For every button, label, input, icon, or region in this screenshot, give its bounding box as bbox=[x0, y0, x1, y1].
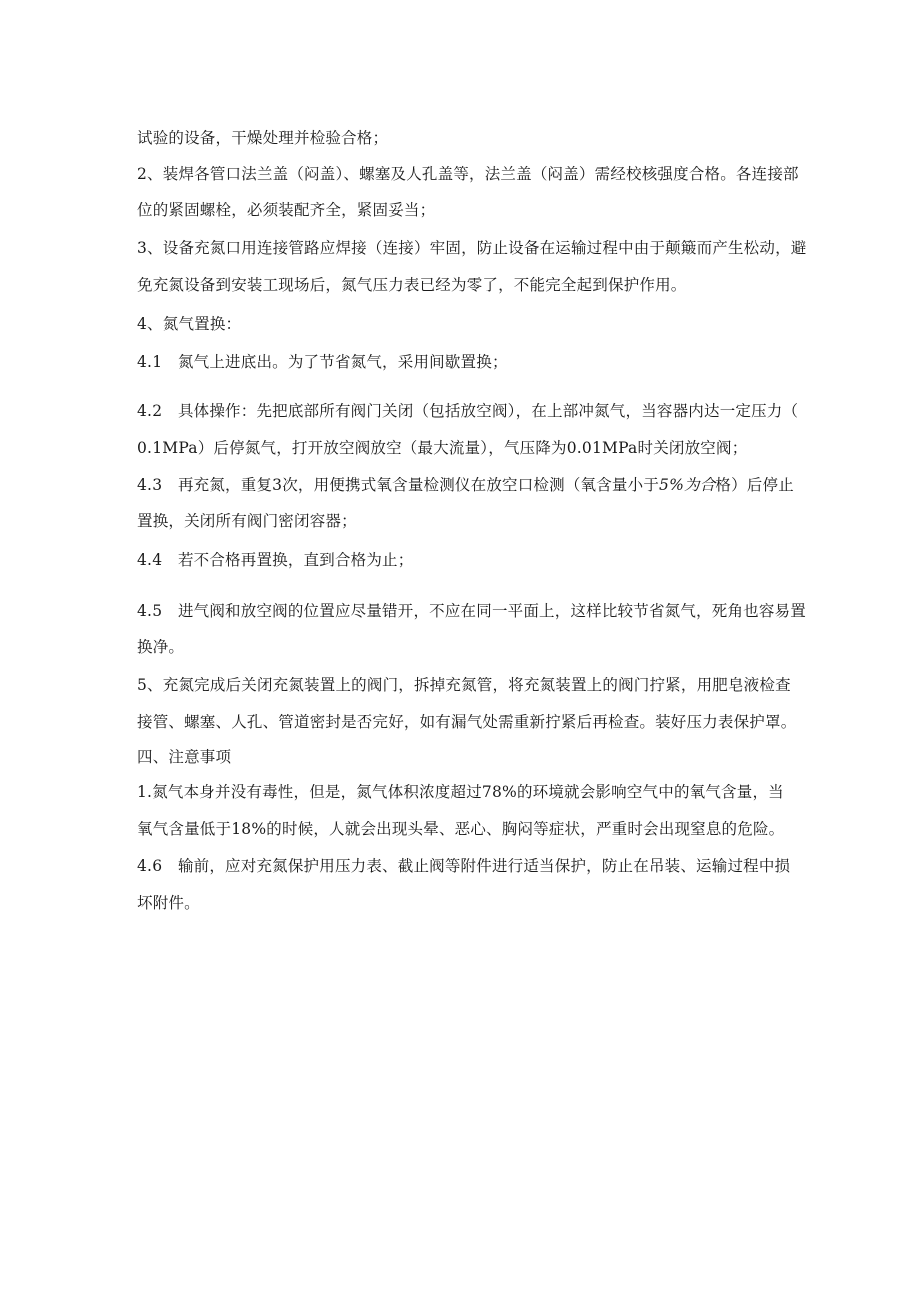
text-line-13: 4.5 进气阀和放空阀的位置应尽量错开，不应在同一平面上，这样比较节省氮气，死角也容易置 bbox=[137, 602, 806, 620]
text-line-21: 坏附件。 bbox=[137, 894, 200, 912]
text-line-16: 接管、螺塞、人孔、管道密封是否完好，如有漏气处需重新拧紧后再检查。装好压力表保护罩。 bbox=[137, 713, 797, 731]
text-line-9: 0.1MPa）后停氮气，打开放空阀放空（最大流量），气压降为0.01MPa时关闭放空阀； bbox=[137, 439, 748, 457]
text-line-19: 氧气含量低于18%的时候，人就会出现头晕、恶心、胸闷等症状，严重时会出现窒息的危险。 bbox=[137, 820, 785, 838]
text-line-15: 5、充氮完成后关闭充氮装置上的阀门，拆掉充氮管，将充氮装置上的阀门拧紧，用肥皂液检查 bbox=[137, 676, 791, 694]
text-line-7: 4.1 氮气上进底出。为了节省氮气，采用间歇置换； bbox=[137, 353, 508, 371]
text-line-20: 4.6 输前，应对充氮保护用压力表、截止阀等附件进行适当保护，防止在吊装、运输过程中损 bbox=[137, 857, 791, 875]
text-line-18: 1.氮气本身并没有毒性，但是，氮气体积浓度超过78%的环境就会影响空气中的氧气含量，当 bbox=[137, 783, 784, 801]
text-line-14: 换净。 bbox=[137, 638, 185, 656]
text-line-12: 4.4 若不合格再置换，直到合格为止； bbox=[137, 551, 414, 569]
text-line-6: 4、氮气置换： bbox=[137, 315, 242, 333]
text-line-4: 3、设备充氮口用连接管路应焊接（连接）牢固，防止设备在运输过程中由于颠簸而产生松动，避 bbox=[137, 239, 807, 257]
text-line-2: 2、装焊各管口法兰盖（闷盖）、螺塞及人孔盖等，法兰盖（闷盖）需经校核强度合格。各连接部 bbox=[137, 165, 799, 183]
text-line-17: 四、注意事项 bbox=[137, 748, 232, 766]
text-line-10-part-b: 5%为合 bbox=[659, 476, 716, 494]
text-line-1: 试验的设备，干燥处理并检验合格； bbox=[137, 129, 389, 147]
text-line-3: 位的紧固螺栓，必须装配齐全，紧固妥当； bbox=[137, 201, 436, 219]
text-line-10 bbox=[137, 475, 794, 495]
text-line-8: 4.2 具体操作：先把底部所有阀门关闭（包括放空阀），在上部冲氮气，当容器内达一定压力（ bbox=[137, 402, 799, 420]
text-line-5: 免充氮设备到安装工现场后，氮气压力表已经为零了，不能完全起到保护作用。 bbox=[137, 276, 687, 294]
text-line-10-part-c: 格）后停止 bbox=[715, 476, 794, 494]
text-line-11: 置换，关闭所有阀门密闭容器； bbox=[137, 512, 357, 530]
text-line-10-part-a: 4.3 再充氮，重复3次，用便携式氧含量检测仪在放空口检测（氧含量小于 bbox=[137, 476, 660, 494]
